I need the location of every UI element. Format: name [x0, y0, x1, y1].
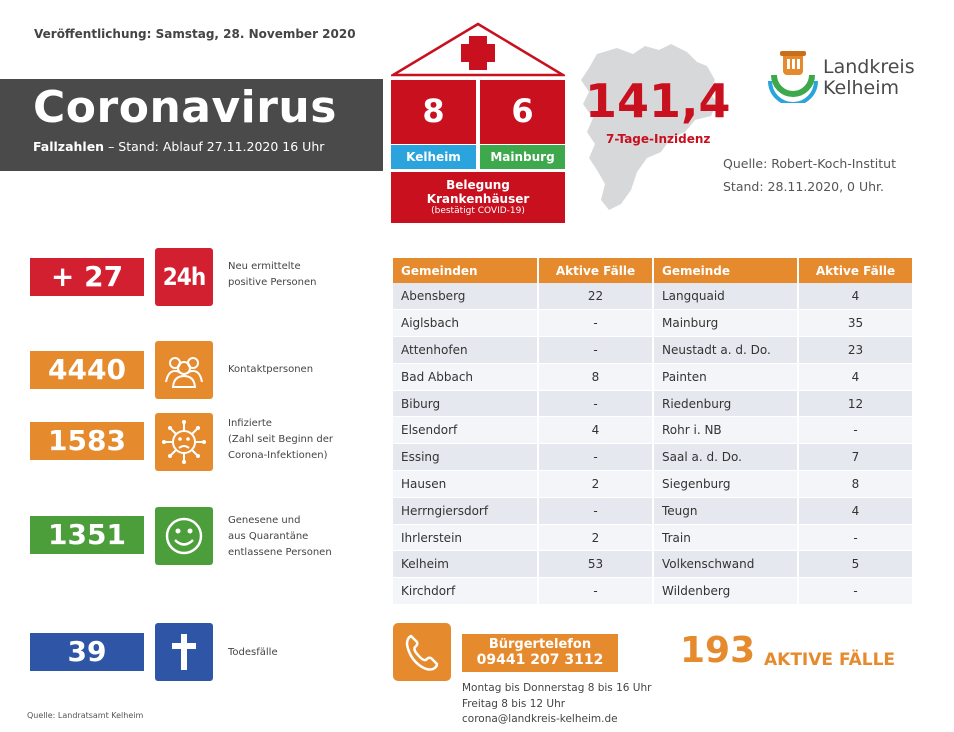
incidence-source: [723, 152, 896, 198]
active-cases-cell: 12: [798, 390, 913, 417]
municipality-cell: Hausen: [393, 471, 538, 498]
infected-desc-line2: (Zahl seit Beginn der: [228, 434, 334, 445]
hotline-email: corona@landkreis-kelheim.de: [462, 713, 618, 725]
hotline-hours-2: Freitag 8 bis 12 Uhr: [462, 697, 566, 710]
hospital-mainburg-count: 6: [480, 80, 565, 144]
hospital-mainburg-label: Mainburg: [480, 145, 565, 169]
municipality-cell: Painten: [653, 363, 798, 390]
new-cases-desc: [228, 259, 317, 291]
active-cases-cell: 53: [538, 551, 653, 578]
recovered-desc: [228, 513, 332, 561]
municipality-cell: Elsendorf: [393, 417, 538, 444]
table-row: [393, 497, 913, 524]
deaths-desc-line1: Todesfälle: [228, 647, 278, 658]
municipality-cell: Bad Abbach: [393, 363, 538, 390]
active-cases-cell: 2: [538, 524, 653, 551]
hospital-roof-icon: [391, 22, 565, 77]
municipality-cell: Abensberg: [393, 283, 538, 310]
active-cases-cell: 5: [798, 551, 913, 578]
hotline-info: [462, 681, 651, 728]
table-header: Aktive Fälle: [798, 258, 913, 283]
table-row: [393, 283, 913, 310]
municipality-cell: Mainburg: [653, 310, 798, 337]
table-row: [393, 471, 913, 498]
active-cases-cell: -: [798, 578, 913, 605]
recovered-value: 1351: [30, 516, 144, 554]
hospital-caption-line2: Krankenhäuser: [426, 192, 530, 206]
table-header: Gemeinde: [653, 258, 798, 283]
municipality-cell: Langquaid: [653, 283, 798, 310]
deaths-desc: [228, 645, 278, 661]
new-cases-value: + 27: [30, 258, 144, 296]
subtitle-rest: – Stand: Ablauf 27.11.2020 16 Uhr: [104, 139, 325, 154]
contacts-desc-line1: Kontaktpersonen: [228, 364, 314, 375]
active-cases-cell: -: [538, 578, 653, 605]
phone-icon: [393, 623, 451, 681]
incidence-value: 141,4: [585, 74, 731, 128]
active-cases-cell: 7: [798, 444, 913, 471]
municipality-cell: Herrngiersdorf: [393, 497, 538, 524]
active-cases-cell: -: [538, 310, 653, 337]
active-cases-cell: -: [538, 444, 653, 471]
municipality-cell: Volkenschwand: [653, 551, 798, 578]
deaths-value: 39: [30, 633, 144, 671]
contacts-value: 4440: [30, 351, 144, 389]
incidence-label: 7-Tage-Inzidenz: [606, 132, 711, 146]
municipality-cell: Biburg: [393, 390, 538, 417]
active-cases-cell: 2: [538, 471, 653, 498]
hospital-kelheim-count: 8: [391, 80, 476, 144]
active-cases-cell: 8: [538, 363, 653, 390]
municipality-cell: Rohr i. NB: [653, 417, 798, 444]
municipality-cell: Kirchdorf: [393, 578, 538, 605]
municipality-cell: Kelheim: [393, 551, 538, 578]
table-header: Gemeinden: [393, 258, 538, 283]
hospital-caption-line3: (bestätigt COVID-19): [431, 206, 525, 216]
recovered-desc-line1: Genesene und: [228, 515, 301, 526]
footer-source: Quelle: Landratsamt Kelheim: [27, 711, 144, 720]
subtitle-bold: Fallzahlen: [33, 139, 105, 154]
table-row: [393, 551, 913, 578]
active-cases-cell: -: [798, 417, 913, 444]
hotline-hours-1: Montag bis Donnerstag 8 bis 16 Uhr: [462, 682, 652, 694]
active-cases-cell: 22: [538, 283, 653, 310]
contacts-desc: [228, 362, 313, 378]
table-row: [393, 363, 913, 390]
incidence-source-line1: Quelle: Robert-Koch-Institut: [723, 156, 896, 171]
active-cases-cell: -: [798, 524, 913, 551]
table-row: [393, 578, 913, 605]
table-body: [393, 283, 913, 605]
municipality-cell: Aiglsbach: [393, 310, 538, 337]
municipality-cell: Wildenberg: [653, 578, 798, 605]
infected-desc: [228, 416, 333, 464]
municipality-cell: Saal a. d. Do.: [653, 444, 798, 471]
publication-date: Veröffentlichung: Samstag, 28. November 2020: [34, 27, 356, 41]
municipality-cell: Train: [653, 524, 798, 551]
infected-desc-line1: Infizierte: [228, 418, 272, 429]
logo-line2: Kelheim: [823, 77, 899, 99]
landkreis-logo-icon: [764, 45, 822, 103]
hotline-title: Bürgertelefon: [488, 637, 592, 652]
hotline-number: 09441 207 3112: [476, 652, 604, 668]
municipality-table: [393, 258, 913, 605]
table-header-row: [393, 258, 913, 283]
active-cases-cell: 35: [798, 310, 913, 337]
active-cases-cell: 4: [798, 363, 913, 390]
table-row: [393, 337, 913, 364]
active-total-label: AKTIVE FÄLLE: [764, 650, 896, 670]
active-cases-cell: 4: [538, 417, 653, 444]
cross-icon: [155, 623, 213, 681]
table-row: [393, 417, 913, 444]
municipality-cell: Neustadt a. d. Do.: [653, 337, 798, 364]
active-total-value: 193: [680, 630, 756, 671]
logo-line1: Landkreis: [823, 56, 915, 78]
municipality-cell: Teugn: [653, 497, 798, 524]
recovered-desc-line3: entlassene Personen: [228, 547, 332, 558]
table-row: [393, 390, 913, 417]
municipality-cell: Attenhofen: [393, 337, 538, 364]
active-cases-cell: -: [538, 390, 653, 417]
table-header: Aktive Fälle: [538, 258, 653, 283]
active-cases-cell: -: [538, 497, 653, 524]
24h-icon-text: 24h: [162, 263, 206, 291]
table-row: [393, 524, 913, 551]
virus-icon: [155, 413, 213, 471]
infected-desc-line3: Corona-Infektionen): [228, 450, 328, 461]
table-row: [393, 444, 913, 471]
municipality-cell: Ihrlerstein: [393, 524, 538, 551]
active-cases-cell: 4: [798, 497, 913, 524]
infected-value: 1583: [30, 422, 144, 460]
hospital-caption: [391, 172, 565, 223]
active-cases-cell: 8: [798, 471, 913, 498]
incidence-source-line2: Stand: 28.11.2020, 0 Uhr.: [723, 179, 885, 194]
hotline-box: [462, 634, 618, 672]
municipality-cell: Riedenburg: [653, 390, 798, 417]
hospital-kelheim-label: Kelheim: [391, 145, 476, 169]
page-title: Coronavirus: [33, 82, 337, 133]
district-map-icon: [575, 40, 725, 220]
municipality-cell: Essing: [393, 444, 538, 471]
new-cases-desc-line1: Neu ermittelte: [228, 261, 301, 272]
new-cases-desc-line2: positive Personen: [228, 277, 317, 288]
active-cases-cell: 4: [798, 283, 913, 310]
smiley-icon: [155, 507, 213, 565]
recovered-desc-line2: aus Quarantäne: [228, 531, 309, 542]
hospital-caption-line1: Belegung: [446, 178, 510, 192]
municipality-cell: Siegenburg: [653, 471, 798, 498]
contacts-icon: [155, 341, 213, 399]
page-subtitle: [33, 139, 324, 154]
logo-text: [823, 57, 915, 99]
24h-icon: [155, 248, 213, 306]
active-cases-cell: -: [538, 337, 653, 364]
active-cases-cell: 23: [798, 337, 913, 364]
table-row: [393, 310, 913, 337]
